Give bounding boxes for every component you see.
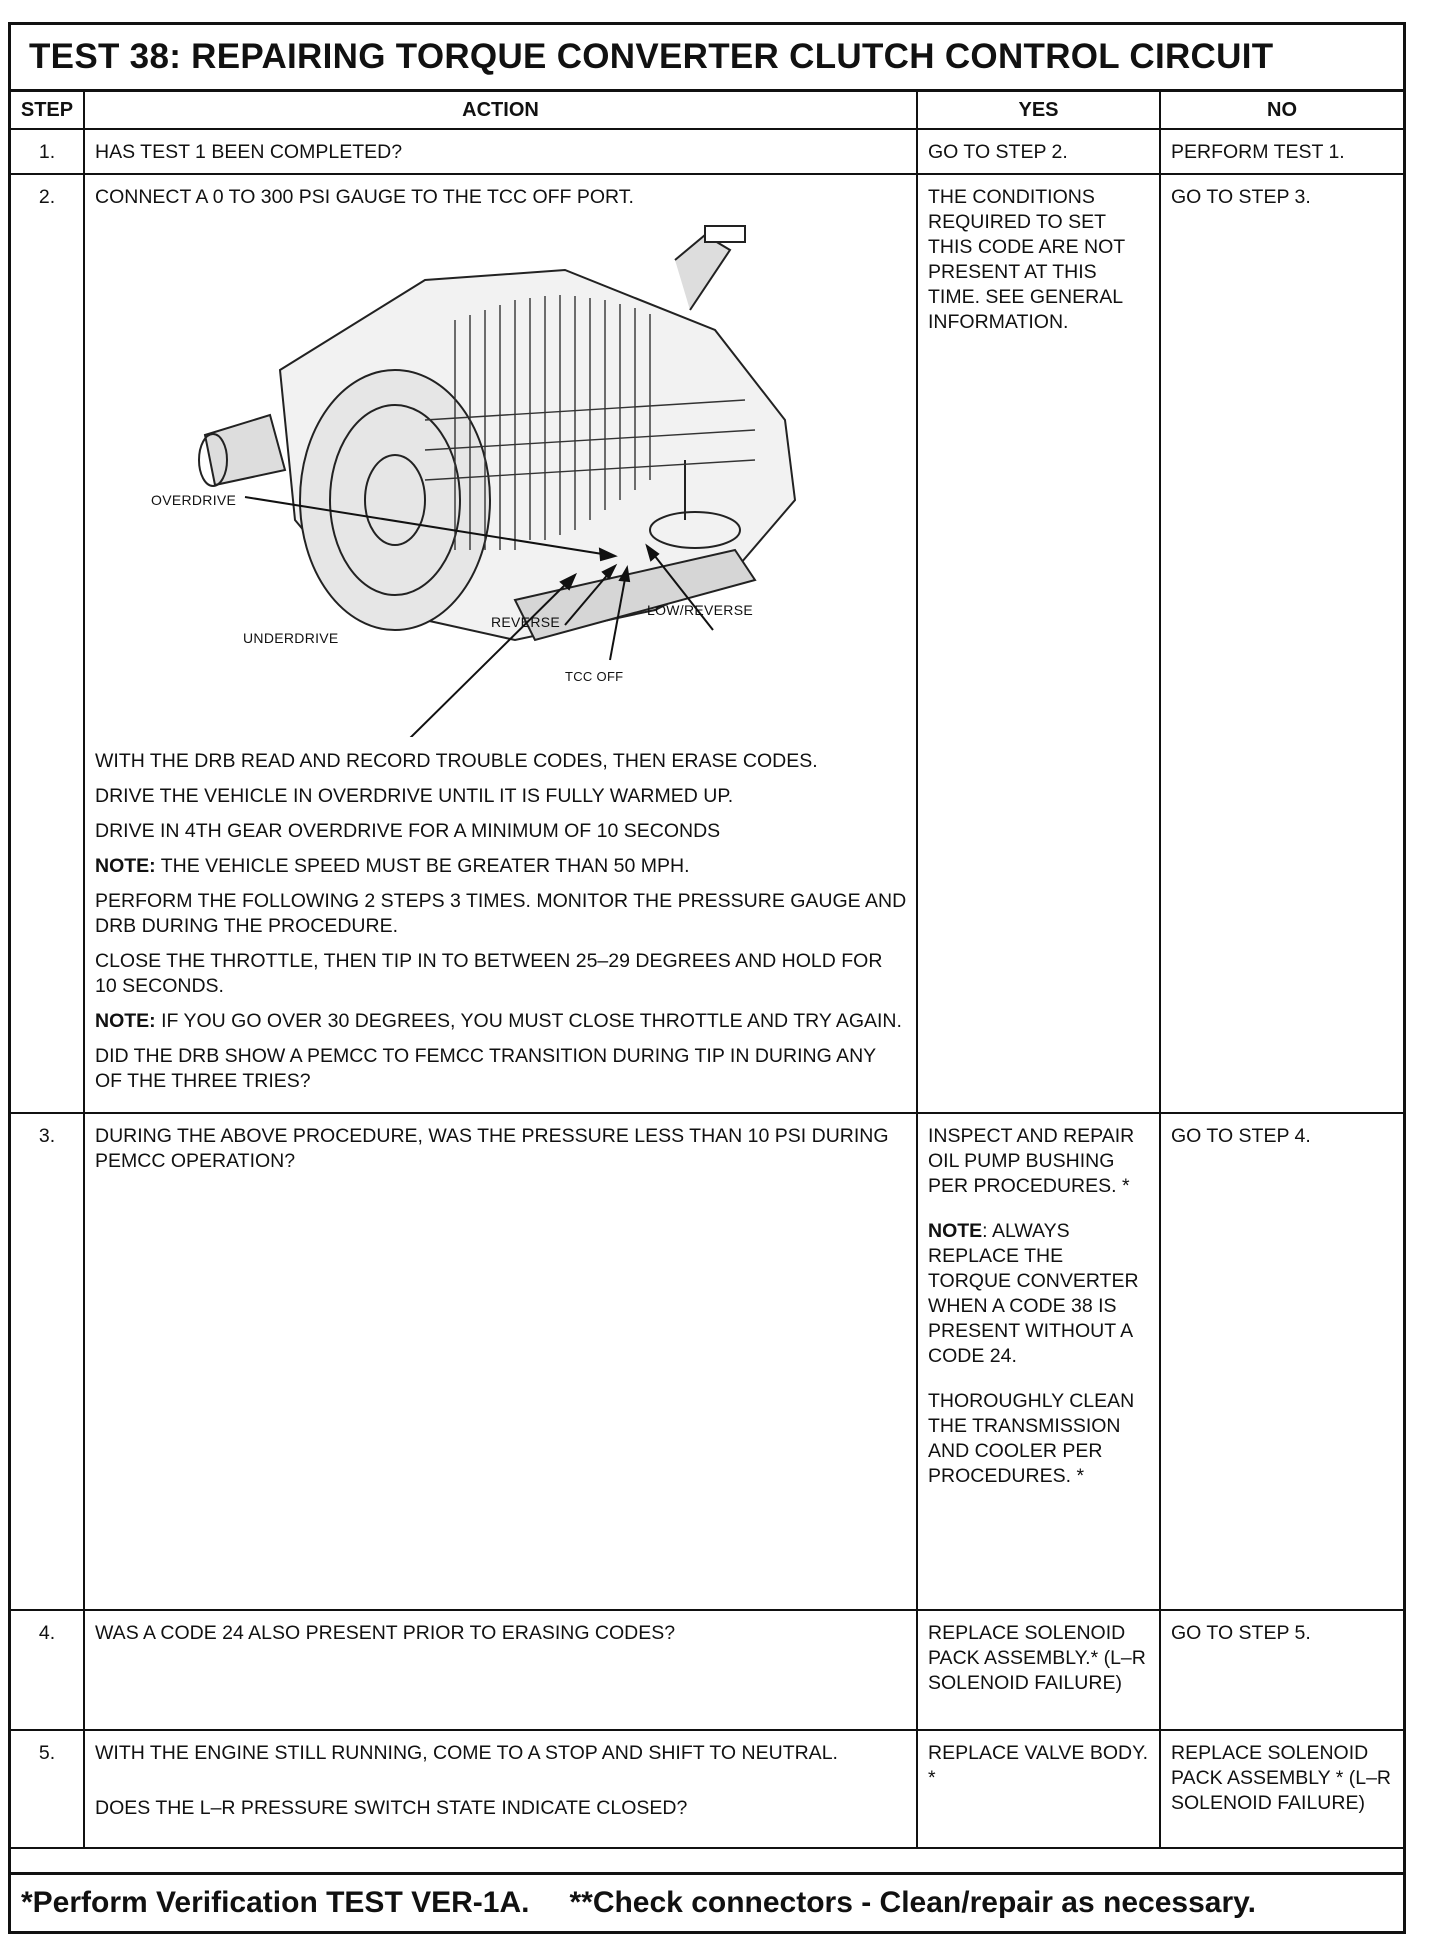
action-cell bbox=[84, 1730, 917, 1848]
step-number: 2. bbox=[11, 174, 84, 1113]
transmission-cutaway-illustration bbox=[95, 220, 915, 737]
yes-note: NOTE: ALWAYS REPLACE THE TORQUE CONVERTER WHEN A CODE 38 IS PRESENT WITHOUT A CODE 24. bbox=[928, 1220, 1139, 1367]
note-label: NOTE bbox=[928, 1220, 983, 1242]
yes-cell bbox=[917, 1610, 1160, 1730]
no-text: GO TO STEP 5. bbox=[1171, 1622, 1311, 1644]
yes-cell bbox=[917, 174, 1160, 1113]
step-number: 5. bbox=[11, 1730, 84, 1848]
col-header-yes: YES bbox=[917, 92, 1160, 129]
action-text: CONNECT A 0 TO 300 PSI GAUGE TO THE TCC OFF PORT. bbox=[95, 186, 634, 208]
yes-text: REPLACE SOLENOID PACK ASSEMBLY.* (L–R SOLENOID FAILURE) bbox=[928, 1622, 1146, 1694]
yes-text: THOROUGHLY CLEAN THE TRANSMISSION AND COOLER PER PROCEDURES. * bbox=[928, 1390, 1135, 1487]
action-note bbox=[95, 1009, 908, 1034]
transmission-figure bbox=[95, 220, 908, 737]
label-reverse: REVERSE bbox=[491, 614, 561, 630]
step-number: 3. bbox=[11, 1113, 84, 1610]
no-text: GO TO STEP 4. bbox=[1171, 1125, 1311, 1147]
yes-cell bbox=[917, 1730, 1160, 1848]
label-low-reverse: LOW/REVERSE bbox=[647, 602, 753, 618]
no-text: REPLACE SOLENOID PACK ASSEMBLY * (L–R SOLENOID FAILURE) bbox=[1171, 1742, 1392, 1814]
yes-text: THE CONDITIONS REQUIRED TO SET THIS CODE ARE NOT PRESENT AT THIS TIME. SEE GENERAL INFORMATION. bbox=[928, 186, 1125, 333]
no-text: GO TO STEP 3. bbox=[1171, 186, 1311, 208]
action-cell bbox=[84, 174, 917, 1113]
action-text: WITH THE ENGINE STILL RUNNING, COME TO A STOP AND SHIFT TO NEUTRAL. bbox=[95, 1742, 838, 1764]
action-text: HAS TEST 1 BEEN COMPLETED? bbox=[95, 141, 403, 163]
label-overdrive: OVERDRIVE bbox=[151, 492, 237, 508]
table-row-step-5 bbox=[11, 1730, 1403, 1848]
note-text: THE VEHICLE SPEED MUST BE GREATER THAN 50 MPH. bbox=[160, 855, 690, 877]
action-cell bbox=[84, 1610, 917, 1730]
label-underdrive: UNDERDRIVE bbox=[243, 630, 339, 646]
note-label: NOTE: bbox=[95, 855, 156, 877]
yes-cell bbox=[917, 129, 1160, 174]
test-38-sheet bbox=[8, 22, 1406, 1934]
action-cell bbox=[84, 129, 917, 174]
no-cell bbox=[1160, 1113, 1403, 1610]
action-cell bbox=[84, 1113, 917, 1610]
col-header-step: STEP bbox=[11, 92, 84, 129]
yes-text: GO TO STEP 2. bbox=[928, 141, 1068, 163]
footer-connectors: **Check connectors - Clean/repair as necessary. bbox=[569, 1886, 1256, 1919]
no-cell bbox=[1160, 174, 1403, 1113]
no-cell bbox=[1160, 1610, 1403, 1730]
action-note bbox=[95, 854, 908, 879]
action-question: DOES THE L–R PRESSURE SWITCH STATE INDICATE CLOSED? bbox=[95, 1797, 688, 1819]
table-row-step-2 bbox=[11, 174, 1403, 1113]
col-header-no: NO bbox=[1160, 92, 1403, 129]
no-cell bbox=[1160, 1730, 1403, 1848]
action-text: WAS A CODE 24 ALSO PRESENT PRIOR TO ERASING CODES? bbox=[95, 1622, 676, 1644]
action-text: CLOSE THE THROTTLE, THEN TIP IN TO BETWEEN 25–29 DEGREES AND HOLD FOR 10 SECONDS. bbox=[95, 950, 883, 997]
action-text: DRIVE THE VEHICLE IN OVERDRIVE UNTIL IT IS FULLY WARMED UP. bbox=[95, 785, 734, 807]
action-question: DID THE DRB SHOW A PEMCC TO FEMCC TRANSITION DURING TIP IN DURING ANY OF THE THREE TRIES? bbox=[95, 1045, 876, 1092]
action-text: WITH THE DRB READ AND RECORD TROUBLE CODES, THEN ERASE CODES. bbox=[95, 750, 818, 772]
no-text: PERFORM TEST 1. bbox=[1171, 141, 1345, 163]
col-header-action: ACTION bbox=[84, 92, 917, 129]
action-text: DURING THE ABOVE PROCEDURE, WAS THE PRESSURE LESS THAN 10 PSI DURING PEMCC OPERATION? bbox=[95, 1125, 889, 1172]
action-text: DRIVE IN 4TH GEAR OVERDRIVE FOR A MINIMUM OF 10 SECONDS bbox=[95, 820, 721, 842]
note-label: NOTE: bbox=[95, 1010, 156, 1032]
note-text: ALWAYS REPLACE THE TORQUE CONVERTER WHEN A CODE 38 IS PRESENT WITHOUT A CODE 24. bbox=[928, 1220, 1139, 1367]
step-number: 4. bbox=[11, 1610, 84, 1730]
table-row-step-4 bbox=[11, 1610, 1403, 1730]
step-number: 1. bbox=[11, 129, 84, 174]
table-header-row bbox=[11, 92, 1403, 129]
action-text: PERFORM THE FOLLOWING 2 STEPS 3 TIMES. MONITOR THE PRESSURE GAUGE AND DRB DURING THE PROCEDURE. bbox=[95, 890, 907, 937]
label-tcc-off: TCC OFF bbox=[565, 669, 624, 684]
table-row-step-1 bbox=[11, 129, 1403, 174]
no-cell bbox=[1160, 129, 1403, 174]
yes-text: REPLACE VALVE BODY. * bbox=[928, 1742, 1149, 1789]
yes-text: INSPECT AND REPAIR OIL PUMP BUSHING PER PROCEDURES. * bbox=[928, 1125, 1135, 1197]
page-title: TEST 38: REPAIRING TORQUE CONVERTER CLUTCH CONTROL CIRCUIT bbox=[11, 25, 1403, 92]
footer-verification: *Perform Verification TEST VER-1A. bbox=[21, 1886, 530, 1919]
yes-cell bbox=[917, 1113, 1160, 1610]
table-row-step-3 bbox=[11, 1113, 1403, 1610]
note-text: IF YOU GO OVER 30 DEGREES, YOU MUST CLOSE THROTTLE AND TRY AGAIN. bbox=[161, 1010, 902, 1032]
footer-notes bbox=[11, 1872, 1403, 1931]
diagnostic-table bbox=[11, 92, 1403, 1849]
